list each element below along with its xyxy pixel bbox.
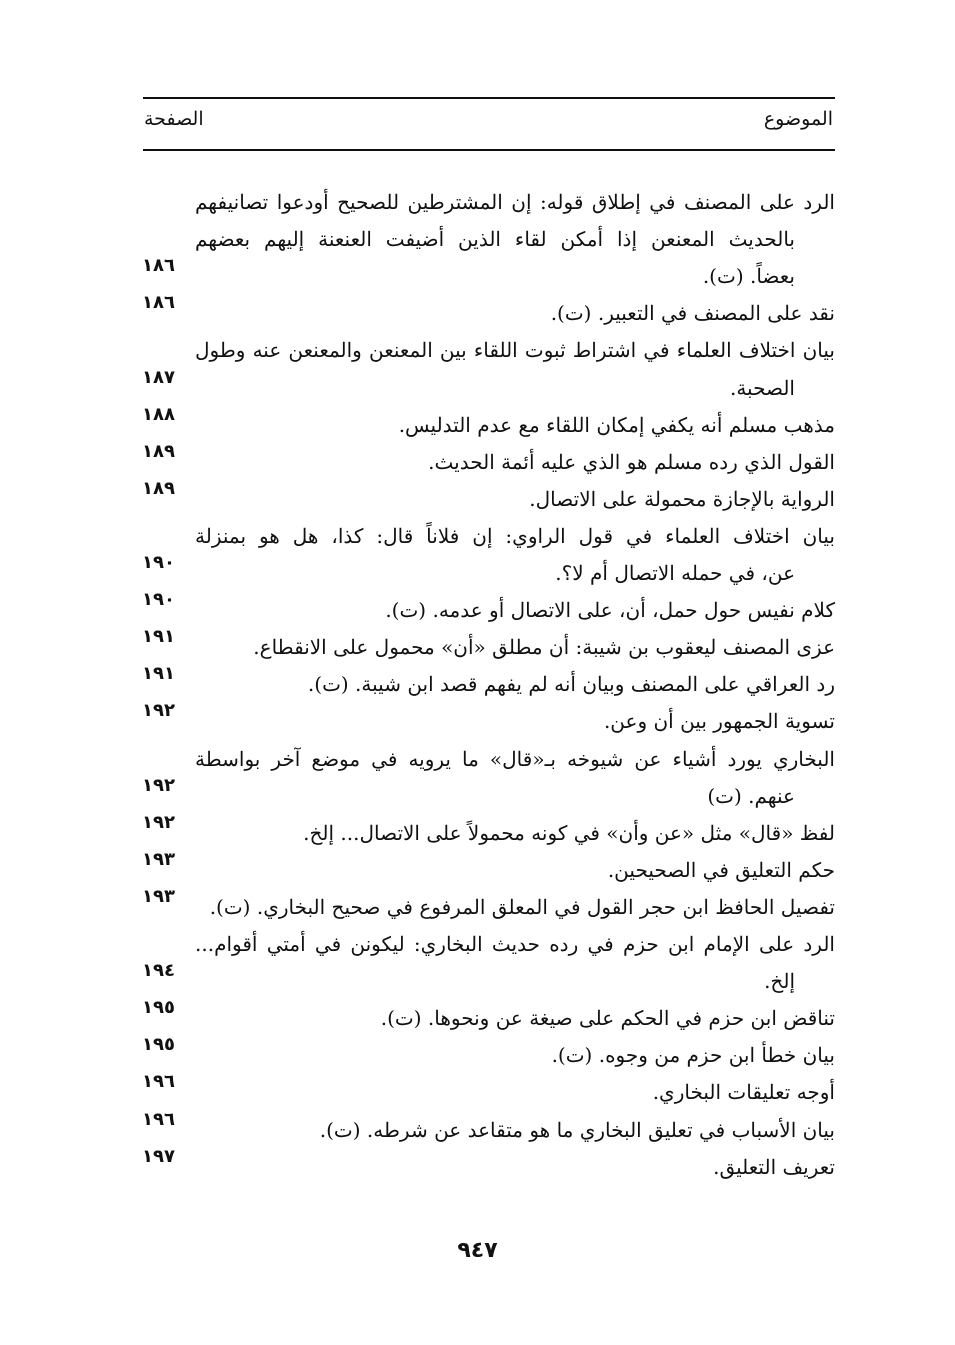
page-number: ٩٤٧ — [457, 1238, 498, 1263]
toc-entry-page-number: ١٩٢ — [142, 774, 175, 796]
toc-entry-page-number: ١٩٢ — [142, 700, 175, 722]
toc-entry-text: لفظ «قال» مثل «عن وأن» في كونه محمولاً على الاتصال... إلخ. — [303, 820, 835, 845]
toc-entry-page-number: ١٩٦ — [142, 1108, 175, 1130]
toc-entry-text: تناقض ابن حزم في الحكم على صيغة عن ونحوها. (ت). — [380, 1006, 835, 1031]
toc-entry-continuation: عنهم. (ت) — [707, 783, 795, 808]
toc-entry-page-number: ١٨٦ — [142, 292, 175, 314]
toc-entry-text: تسوية الجمهور بين أن وعن. — [603, 709, 835, 734]
toc-entry-page-number: ١٩٣ — [142, 885, 175, 907]
toc-entry-page-number: ١٩٤ — [142, 960, 175, 982]
toc-entry-page-number: ١٨٩ — [142, 477, 175, 499]
toc-entry-continuation: بالحديث المعنعن إذا أمكن لقاء الذين أضيفت العنعنة إليهم بعضهم — [195, 227, 795, 252]
toc-entry-page-number: ١٩٧ — [142, 1145, 175, 1167]
toc-entry-page-number: ١٨٩ — [142, 440, 175, 462]
toc-entry-text: بيان خطأ ابن حزم من وجوه. (ت). — [551, 1043, 835, 1068]
toc-entry-page-number: ١٨٨ — [142, 403, 175, 425]
toc-entry-page-number: ١٩٠ — [142, 589, 175, 611]
toc-entry-text: بيان اختلاف العلماء في اشتراط ثبوت اللقاء بين المعنعن والمعنعن عنه وطول — [195, 338, 835, 363]
toc-entry-text: القول الذي رده مسلم هو الذي عليه أئمة الحديث. — [428, 449, 835, 474]
toc-entry-text: عزى المصنف ليعقوب بن شيبة: أن مطلق «أن» محمول على الانقطاع. — [253, 635, 835, 660]
toc-entry-text: البخاري يورد أشياء عن شيوخه بـ«قال» ما يرويه في موضع آخر بواسطة — [195, 746, 835, 771]
toc-entry-page-number: ١٩١ — [142, 626, 175, 648]
toc-entry-text: بيان اختلاف العلماء في قول الراوي: إن فلاناً قال: كذا، هل هو بمنزلة — [195, 523, 835, 548]
toc-entry-page-number: ١٩٣ — [142, 848, 175, 870]
toc-entry-text: كلام نفيس حول حمل، أن، على الاتصال أو عدمه. (ت). — [385, 598, 835, 623]
toc-entry-page-number: ١٩٠ — [142, 552, 175, 573]
toc-entry-text: مذهب مسلم أنه يكفي إمكان اللقاء مع عدم التدليس. — [398, 412, 835, 437]
toc-entry-text: رد العراقي على المصنف وبيان أنه لم يفهم قصد ابن شيبة. (ت). — [307, 672, 835, 697]
toc-entry-text: نقد على المصنف في التعبير. (ت). — [550, 301, 835, 326]
toc-entry-continuation: عن، في حمله الاتصال أم لا؟. — [555, 561, 795, 585]
toc-entry-page-number: ١٩٢ — [142, 811, 175, 833]
toc-entry-page-number: ١٩١ — [142, 663, 175, 685]
toc-entry-text: تعريف التعليق. — [713, 1154, 835, 1179]
toc-entry-text: الرد على الإمام ابن حزم في رده حديث البخاري: ليكونن في أمتي أقوام... — [195, 932, 835, 956]
toc-entry-text: أوجه تعليقات البخاري. — [652, 1080, 835, 1105]
topic-column-header: الموضوع — [763, 108, 833, 130]
toc-entry-text: حكم التعليق في الصحيحين. — [607, 857, 835, 882]
toc-entry-continuation: الصحبة. — [729, 375, 795, 400]
toc-entry-continuation: إلخ. — [764, 969, 795, 994]
toc-entry-text: تفصيل الحافظ ابن حجر القول في المعلق المرفوع في صحيح البخاري. (ت). — [209, 894, 835, 919]
page-column-header: الصفحة — [144, 108, 204, 130]
toc-entry-text: الرد على المصنف في إطلاق قوله: إن المشترطين للصحيح أودعوا تصانيفهم — [195, 190, 835, 214]
toc-entry-continuation: بعضاً. (ت). — [702, 264, 795, 289]
toc-entry-text: بيان الأسباب في تعليق البخاري ما هو متقاعد عن شرطه. (ت). — [319, 1117, 835, 1142]
toc-entry-page-number: ١٨٧ — [142, 366, 175, 388]
toc-entry-text: الرواية بالإجازة محمولة على الاتصال. — [529, 486, 835, 511]
toc-entry-page-number: ١٩٥ — [142, 1034, 175, 1056]
toc-entry-page-number: ١٨٦ — [142, 255, 175, 277]
toc-entry-page-number: ١٩٥ — [142, 997, 175, 1019]
toc-entry-page-number: ١٩٦ — [142, 1071, 175, 1093]
